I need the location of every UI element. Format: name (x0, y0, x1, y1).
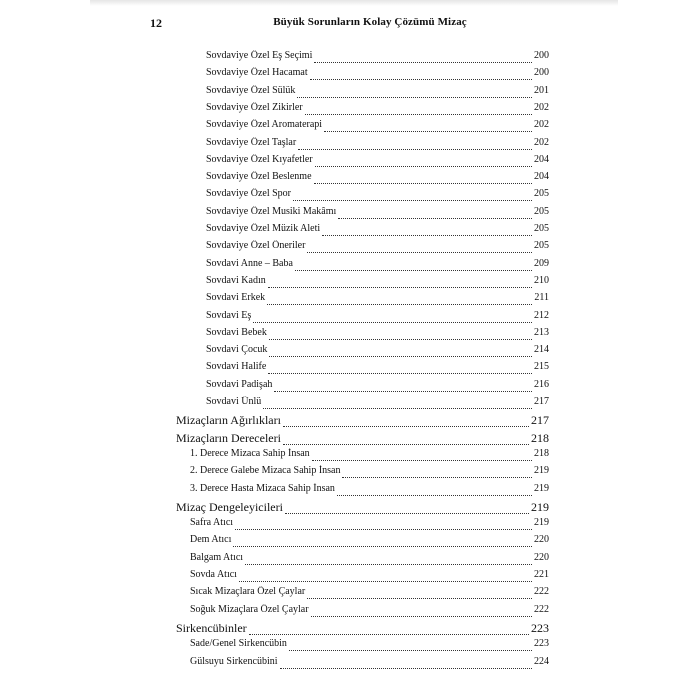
toc-entry-label: Sovdaviye Özel Taşlar (206, 136, 297, 148)
toc-dot-leader (322, 234, 532, 236)
toc-entry-page: 222 (534, 586, 549, 598)
toc-entry[interactable] (190, 638, 549, 654)
toc-entry[interactable] (176, 431, 549, 448)
toc-entry[interactable] (190, 534, 549, 550)
toc-entry-label: 3. Derece Hasta Mizaca Sahip İnsan (190, 482, 335, 494)
toc-entry-page: 219 (534, 517, 549, 529)
toc-entry[interactable] (206, 361, 549, 377)
toc-dot-leader (285, 512, 529, 514)
toc-entry[interactable] (206, 171, 549, 187)
toc-entry[interactable] (206, 240, 549, 256)
toc-entry-label: Sovdaviye Özel Aromaterapi (206, 119, 323, 131)
toc-dot-leader (293, 199, 532, 201)
toc-entry-label: Sovda Atıcı (190, 569, 237, 580)
toc-entry-label: Mizaçların Ağırlıkları (176, 413, 281, 428)
toc-entry-page: 219 (534, 482, 549, 494)
toc-entry-page: 205 (534, 188, 549, 200)
toc-entry-page: 220 (534, 534, 549, 546)
toc-dot-leader (235, 528, 532, 530)
toc-entry-page: 205 (534, 240, 549, 252)
toc-entry-label: Sovdavi Ünlü (206, 396, 262, 407)
toc-entry-page: 219 (531, 499, 549, 514)
toc-entry-label: Sovdavi Anne – Baba (206, 257, 293, 269)
toc-entry[interactable] (206, 137, 549, 153)
toc-entry-label: Sovdavi Padişah (206, 378, 273, 390)
toc-entry-page: 223 (531, 620, 549, 635)
toc-entry-page: 205 (534, 223, 549, 234)
toc-dot-leader (312, 459, 532, 461)
toc-entry-page: 223 (534, 638, 549, 650)
toc-entry[interactable] (206, 154, 549, 170)
toc-dot-leader (310, 78, 532, 80)
toc-dot-leader (233, 545, 532, 547)
toc-entry-page: 220 (534, 551, 549, 563)
toc-dot-leader (263, 407, 532, 409)
toc-entry[interactable] (206, 50, 549, 66)
book-title: Büyük Sorunların Kolay Çözümü Mizaç (273, 16, 467, 28)
toc-entry-label: Sovdaviye Özel Spor (206, 188, 291, 200)
toc-entry-page: 202 (534, 101, 549, 113)
toc-entry-page: 219 (534, 465, 549, 477)
toc-entry-page: 204 (534, 153, 549, 165)
toc-entry-label: Sıcak Mizaçlara Özel Çaylar (190, 586, 306, 598)
toc-dot-leader (283, 443, 529, 445)
toc-dot-leader (268, 286, 532, 288)
toc-dot-leader (297, 96, 532, 98)
toc-entry[interactable] (206, 275, 549, 291)
toc-entry[interactable] (176, 500, 549, 517)
toc-entry-label: Sovdaviye Özel Beslenme (206, 171, 312, 183)
toc-dot-leader (314, 182, 532, 184)
toc-entry-label: Sovdavi Erkek (206, 292, 266, 304)
toc-entry-page: 200 (534, 50, 549, 61)
toc-entry[interactable] (206, 327, 549, 343)
toc-dot-leader (283, 425, 529, 427)
toc-dot-leader (269, 338, 532, 340)
toc-entry-page: 213 (534, 326, 549, 338)
toc-entry[interactable] (206, 310, 549, 326)
toc-entry[interactable] (206, 396, 549, 412)
toc-entry[interactable] (206, 292, 549, 308)
toc-entry-page: 216 (534, 378, 549, 390)
toc-dot-leader (324, 130, 532, 132)
toc-dot-leader (249, 633, 529, 635)
toc-entry-page: 215 (534, 361, 549, 373)
toc-entry-page: 209 (534, 257, 549, 269)
toc-entry-label: 2. Derece Galebe Mizaca Sahip İnsan (190, 465, 341, 477)
toc-dot-leader (314, 61, 532, 63)
toc-entry[interactable] (190, 569, 549, 585)
toc-entry-label: Sovdavi Halife (206, 361, 267, 373)
page-edge-shadow (90, 0, 618, 6)
toc-entry[interactable] (206, 379, 549, 395)
toc-entry[interactable] (190, 552, 549, 568)
toc-entry-page: 222 (534, 603, 549, 615)
toc-entry-label: Dem Atıcı (190, 534, 232, 546)
toc-entry-label: Soğuk Mizaçlara Özel Çaylar (190, 603, 309, 615)
toc-entry[interactable] (206, 188, 549, 204)
toc-entry-page: 210 (534, 274, 549, 286)
toc-entry-page: 218 (534, 447, 549, 459)
toc-entry-label: Sovdaviye Özel Musiki Makâmı (206, 205, 337, 217)
toc-entry[interactable] (206, 258, 549, 274)
toc-dot-leader (269, 355, 532, 357)
toc-entry-page: 217 (531, 413, 549, 428)
toc-entry-label: Sirkencübinler (176, 620, 247, 635)
toc-dot-leader (315, 165, 532, 167)
toc-entry[interactable] (190, 517, 549, 533)
toc-dot-leader (268, 372, 532, 374)
toc-entry-page: 202 (534, 119, 549, 131)
toc-entry-page: 212 (534, 309, 549, 321)
toc-entry-page: 201 (534, 84, 549, 96)
toc-entry-page: 217 (534, 396, 549, 407)
toc-entry[interactable] (206, 119, 549, 135)
toc-dot-leader (289, 649, 532, 651)
toc-entry-page: 204 (534, 171, 549, 183)
toc-dot-leader (274, 390, 532, 392)
toc-entry-label: Gülsuyu Sirkencübini (190, 655, 278, 667)
toc-entry-label: Sovdavi Eş (206, 309, 252, 321)
toc-entry[interactable] (206, 206, 549, 222)
toc-entry-page: 200 (534, 67, 549, 79)
toc-entry[interactable] (176, 413, 549, 430)
toc-entry-label: Balgam Atıcı (190, 551, 244, 563)
toc-dot-leader (245, 563, 532, 565)
toc-entry-label: Safra Atıcı (190, 517, 234, 529)
toc-entry[interactable] (206, 223, 549, 239)
toc-entry[interactable] (190, 586, 549, 602)
toc-entry-page: 205 (534, 205, 549, 217)
toc-entry-page: 214 (534, 344, 549, 356)
toc-dot-leader (307, 251, 532, 253)
toc-dot-leader (253, 321, 532, 323)
toc-dot-leader (239, 580, 532, 582)
toc-entry[interactable] (190, 656, 549, 672)
toc-entry[interactable] (190, 483, 549, 499)
toc-entry-page: 221 (534, 569, 549, 580)
toc-dot-leader (280, 667, 533, 669)
toc-entry[interactable] (190, 448, 549, 464)
toc-entry[interactable] (190, 604, 549, 620)
toc-entry[interactable] (190, 465, 549, 481)
toc-entry[interactable] (206, 102, 549, 118)
toc-dot-leader (305, 113, 532, 115)
toc-dot-leader (307, 597, 532, 599)
toc-entry-page: 218 (531, 430, 549, 445)
toc-entry-label: Sovdavi Kadın (206, 274, 266, 286)
toc-entry-label: Sovdaviye Özel Öneriler (206, 240, 306, 252)
toc-entry-page: 224 (534, 655, 549, 667)
toc-entry-page: 211 (534, 292, 549, 304)
toc-entry-label: 1. Derece Mizaca Sahip İnsan (190, 447, 310, 459)
toc-entry-label: Sovdaviye Özel Hacamat (206, 67, 308, 79)
toc-entry-label: Sovdaviye Özel Müzik Aleti (206, 223, 321, 234)
toc-entry-label: Sovdavi Çocuk (206, 344, 268, 356)
toc-entry[interactable] (176, 621, 549, 638)
toc-dot-leader (267, 303, 532, 305)
toc-entry-page: 202 (534, 136, 549, 148)
toc-dot-leader (337, 494, 532, 496)
toc-dot-leader (338, 217, 532, 219)
toc-entry-label: Mizaçların Dereceleri (176, 430, 281, 445)
toc-entry-label: Sovdavi Bebek (206, 326, 267, 338)
toc-entry-label: Sovdaviye Özel Sülük (206, 84, 296, 96)
toc-entry[interactable] (206, 344, 549, 360)
toc-entry-label: Sovdaviye Özel Zikirler (206, 101, 303, 113)
toc-dot-leader (298, 148, 532, 150)
toc-entry-label: Sade/Genel Sirkencübin (190, 638, 287, 650)
toc-entry-label: Mizaç Dengeleyicileri (176, 499, 283, 514)
page-header (0, 16, 700, 36)
toc-entry[interactable] (206, 67, 549, 83)
page-number: 12 (150, 16, 162, 30)
toc-dot-leader (342, 476, 532, 478)
toc-dot-leader (311, 615, 532, 617)
toc-entry-label: Sovdaviye Özel Kıyafetler (206, 153, 313, 165)
toc-entry[interactable] (206, 85, 549, 101)
toc-dot-leader (295, 269, 532, 271)
toc-entry-label: Sovdaviye Özel Eş Seçimi (206, 50, 313, 61)
